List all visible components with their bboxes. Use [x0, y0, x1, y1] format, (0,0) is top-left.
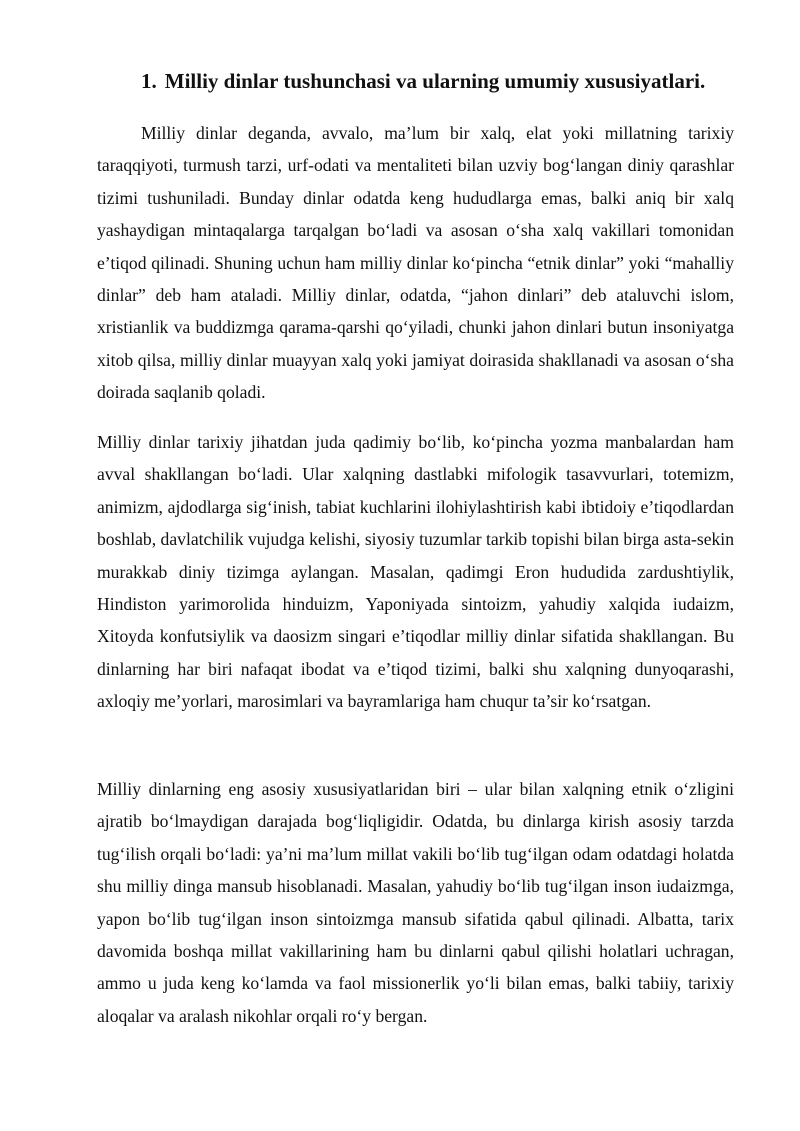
section-title: Milliy dinlar tushunchasi va ularning umumiy xususiyatlari.: [164, 69, 706, 93]
paragraph-definition: Milliy dinlar deganda, avvalo, ma’lum bir xalq, elat yoki millatning tarixiy taraqqiyoti, turmush tarzi, urf-odati va mentaliteti bilan uzviy bog‘langan diniy qarashlar tizimi tushuniladi. Bunday dinlar odatda keng hududlarga emas, balki aniq bir xalq yashaydigan mintaqalarga tarqalgan bo‘ladi va asosan o‘sha xalq vakillari tomonidan e’tiqod qilinadi. Shuning uchun ham milliy dinlar ko‘pincha “etnik dinlar” yoki “mahalliy dinlar” deb ham ataladi. Milliy dinlar, odatda, “jahon dinlari” deb ataluvchi islom, xristianlik va buddizmga qarama-qarshi qo‘yiladi, chunki jahon dinlari butun insoniyatga xitob qilsa, milliy dinlar muayyan xalq yoki jamiyat doirasida shakllanadi va asosan o‘sha doirada saqlanib qoladi.: [97, 123, 734, 403]
paragraph-history: Milliy dinlar tarixiy jihatdan juda qadimiy bo‘lib, ko‘pincha yozma manbalardan ham avval shakllangan bo‘ladi. Ular xalqning dastlabki mifologik tasavvurlari, totemizm, animizm, ajdodlarga sig‘inish, tabiat kuchlarini ilohiylashtirish kabi ibtidoiy e’tiqodlardan boshlab, davlatchilik vujudga kelishi, siyosiy tuzumlar tarkib topishi bilan birga asta-sekin murakkab diniy tizimga aylangan. Masalan, qadimgi Eron hududida zardushtiylik, Hindiston yarimorolida hinduizm, Yaponiyada sintoizm, yahudiy xalqida iudaizm, Xitoyda konfutsiylik va daosizm singari e’tiqodlar milliy dinlar sifatida shakllangan. Bu dinlarning har biri nafaqat ibodat va e’tiqod tizimi, balki shu xalqning dunyoqarashi, axloqiy me’yorlari, marosimlari va bayramlariga ham chuqur ta’sir ko‘rsatgan.: [97, 432, 734, 712]
section-number: 1.: [141, 69, 157, 93]
paragraph-characteristics: Milliy dinlarning eng asosiy xususiyatlaridan biri – ular bilan xalqning etnik o‘zligini ajratib bo‘lmaydigan darajada bog‘liqligidir. Odatda, bu dinlarga kirish asosiy tarzda tug‘ilish orqali bo‘ladi: ya’ni ma’lum millat vakili bo‘lib tug‘ilgan odam odatdagi holatda shu milliy dinga mansub hisoblanadi. Masalan, yahudiy bo‘lib tug‘ilgan inson iudaizmga, yapon bo‘lib tug‘ilgan inson sintoizmga mansub sifatida qabul qilinadi. Albatta, tarix davomida boshqa millat vakillarining ham bu dinlarni qabul qilishi holatlari uchragan, ammo u juda keng ko‘lamda va faol missionerlik yo‘li bilan emas, balki tabiiy, tarixiy aloqalar va aralash nikohlar orqali ro‘y bergan.: [97, 779, 734, 1026]
section-heading: [141, 66, 761, 96]
